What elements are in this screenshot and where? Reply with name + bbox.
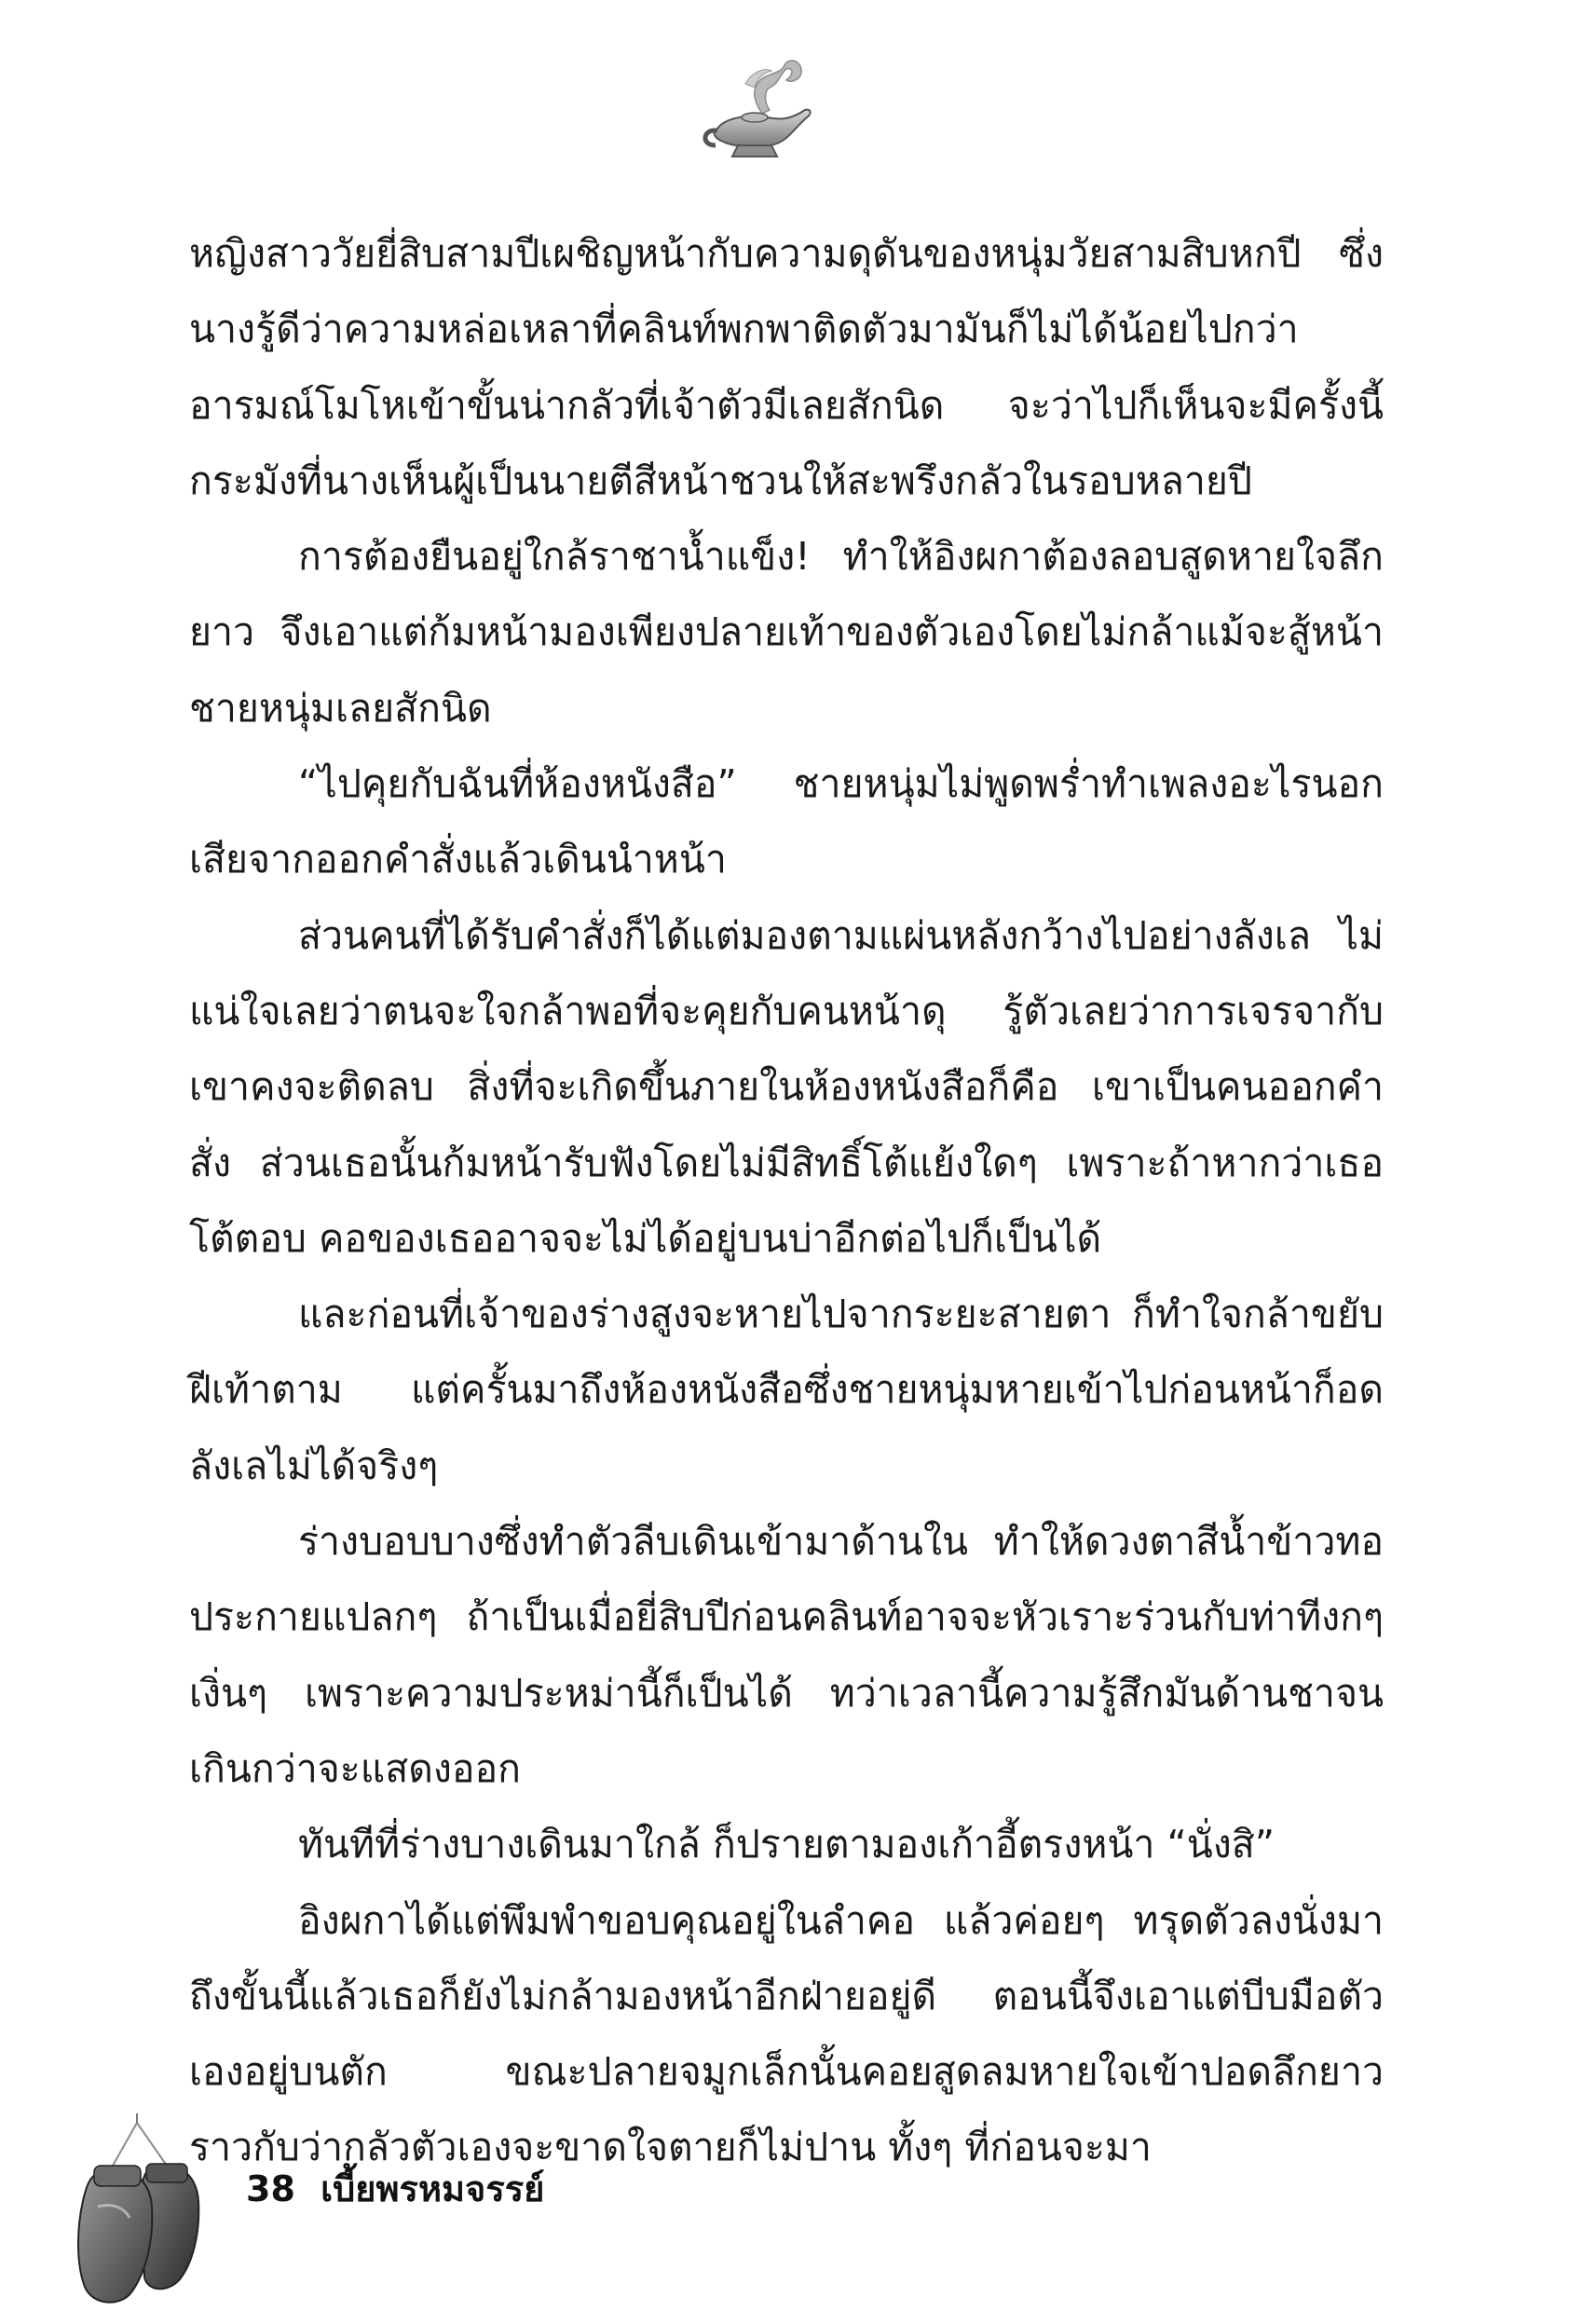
page-footer [246, 2160, 544, 2217]
genie-lamp-icon [689, 56, 829, 168]
paragraph: “ไปคุยกับฉันที่ห้องหนังสือ” ชายหนุ่มไม่พูดพร่ำทำเพลงอะไรนอกเสียจากออกคำสั่งแล้วเดินนำหน้า [189, 761, 1384, 882]
boxing-gloves-icon [70, 2113, 210, 2309]
paragraph: ส่วนคนที่ได้รับคำสั่งก็ได้แต่มองตามแผ่นหลังกว้างไปอย่างลังเล ไม่แน่ใจเลยว่าตนจะใจกล้าพอที่จะคุยกับคนหน้าดุ รู้ตัวเลยว่าการเจรจากับเขาคงจะติดลบ สิ่งที่จะเกิดขึ้นภายในห้องหนังสือก็คือ เขาเป็นคนออกคำสั่ง ส่วนเธอนั้นก้มหน้ารับฟังโดยไม่มีสิทธิ์โต้แย้งใดๆ เพราะถ้าหากว่าเธอโต้ตอบ คอของเธออาจจะไม่ได้อยู่บนบ่าอีกต่อไปก็เป็นได้ [189, 912, 1384, 1261]
book-title: เบี้ยพรหมจรรย์ [321, 2168, 545, 2209]
paragraph: หญิงสาววัยยี่สิบสามปีเผชิญหน้ากับความดุดันของหนุ่มวัยสามสิบหกปี ซึ่งนางรู้ดีว่าความหล่อเหลาที่คลินท์พกพาติดตัวมามันก็ไม่ได้น้อยไปกว่าอารมณ์โมโหเข้าขั้นน่ากลัวที่เจ้าตัวมีเลยสักนิด จะว่าไปก็เห็นจะมีครั้งนี้กระมังที่นางเห็นผู้เป็นนายตีสีหน้าชวนให้สะพรึงกลัวในรอบหลายปี [189, 231, 1384, 503]
body-text [189, 216, 1384, 2186]
paragraph: และก่อนที่เจ้าของร่างสูงจะหายไปจากระยะสายตา ก็ทำใจกล้าขยับฝีเท้าตาม แต่ครั้นมาถึงห้องหนังสือซึ่งชายหนุ่มหายเข้าไปก่อนหน้าก็อดลังเลไม่ได้จริงๆ [189, 1292, 1384, 1488]
paragraph: อิงผกาได้แต่พึมพำขอบคุณอยู่ในลำคอ แล้วค่อยๆ ทรุดตัวลงนั่งมาถึงขั้นนี้แล้วเธอก็ยังไม่กล้ามองหน้าอีกฝ่ายอยู่ดี ตอนนี้จึงเอาแต่บีบมือตัวเองอยู่บนตัก ขณะปลายจมูกเล็กนั้นคอยสูดลมหายใจเข้าปอดลึกยาว ราวกับว่ากลัวตัวเองจะขาดใจตายก็ไม่ปาน ทั้งๆ ที่ก่อนจะมา [189, 1897, 1384, 2170]
paragraph: ทันทีที่ร่างบางเดินมาใกล้ ก็ปรายตามองเก้าอี้ตรงหน้า “นั่งสิ” [298, 1822, 1275, 1867]
paragraph: การต้องยืนอยู่ใกล้ราชาน้ำแข็ง! ทำให้อิงผกาต้องลอบสูดหายใจลึกยาว จึงเอาแต่ก้มหน้ามองเพียงปลายเท้าของตัวเองโดยไม่กล้าแม้จะสู้หน้าชายหนุ่มเลยสักนิด [189, 534, 1384, 731]
paragraph: ร่างบอบบางซึ่งทำตัวลีบเดินเข้ามาด้านใน ทำให้ดวงตาสีน้ำข้าวทอประกายแปลกๆ ถ้าเป็นเมื่อยี่สิบปีก่อนคลินท์อาจจะหัวเราะร่วนกับท่าทีงกๆ เงิ่นๆ เพราะความประหม่านี้ก็เป็นได้ ทว่าเวลานี้ความรู้สึกมันด้านชาจนเกินกว่าจะแสดงออก [189, 1519, 1384, 1791]
page-number: 38 [246, 2168, 295, 2209]
